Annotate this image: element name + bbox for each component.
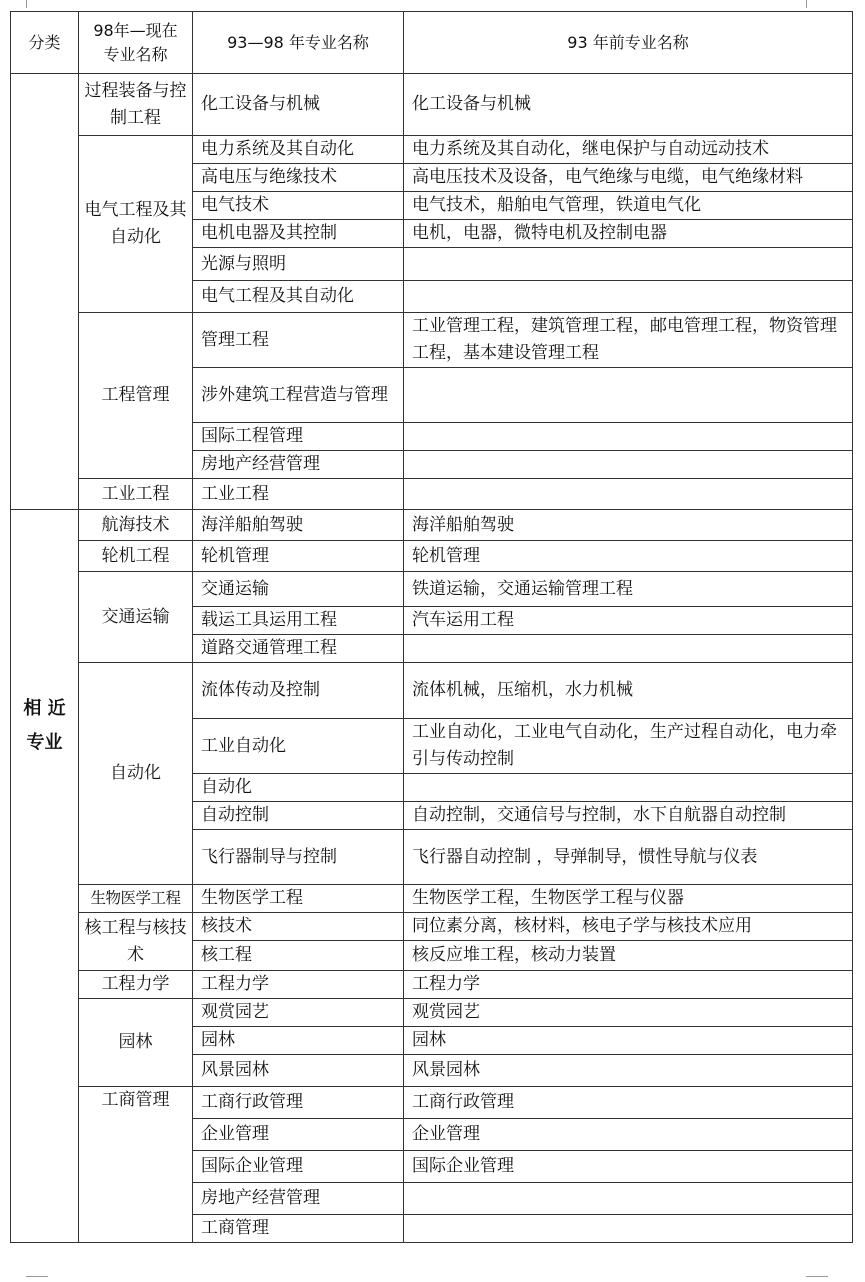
table-row [11,313,853,368]
major-93-98-cell: 房地产经营管理 [193,451,404,479]
major-93-98-cell: 电气工程及其自动化 [193,281,404,313]
major-pre-93-cell [404,635,853,663]
current-major-cell: 核工程与核技术 [79,913,193,971]
major-pre-93-cell: 工程力学 [404,971,853,999]
major-pre-93-cell: 企业管理 [404,1119,853,1151]
major-pre-93-cell [404,1183,853,1215]
crop-mark-bottom-right [806,1276,828,1277]
table-row [11,541,853,572]
major-pre-93-cell [404,368,853,423]
table-row [11,1087,853,1119]
major-93-98-cell: 交通运输 [193,572,404,607]
major-93-98-cell: 载运工具运用工程 [193,607,404,635]
major-pre-93-cell [404,451,853,479]
major-93-98-cell: 飞行器制导与控制 [193,830,404,885]
current-major-cell: 工业工程 [79,479,193,510]
crop-mark-top-left [26,0,27,8]
major-93-98-cell: 核技术 [193,913,404,941]
major-93-98-cell: 管理工程 [193,313,404,368]
major-93-98-cell: 生物医学工程 [193,885,404,913]
major-pre-93-cell: 电气技术，船舶电气管理，铁道电气化 [404,192,853,220]
header-93-98-name: 93—98 年专业名称 [193,12,404,74]
current-major-cell: 过程装备与控制工程 [79,74,193,136]
major-93-98-cell: 核工程 [193,941,404,971]
header-category: 分类 [11,12,79,74]
current-major-cell: 生物医学工程 [79,885,193,913]
major-pre-93-cell [404,774,853,802]
current-major-cell: 工程力学 [79,971,193,999]
table-row [11,885,853,913]
major-93-98-cell: 国际工程管理 [193,423,404,451]
major-pre-93-cell: 风景园林 [404,1055,853,1087]
major-93-98-cell: 道路交通管理工程 [193,635,404,663]
category-cell [11,74,79,510]
major-pre-93-cell: 流体机械，压缩机，水力机械 [404,663,853,719]
major-pre-93-cell: 铁道运输，交通运输管理工程 [404,572,853,607]
table-header-row [11,12,853,74]
major-93-98-cell: 国际企业管理 [193,1151,404,1183]
major-93-98-cell: 海洋船舶驾驶 [193,510,404,541]
major-93-98-cell: 自动化 [193,774,404,802]
major-name-table [10,11,853,1243]
major-pre-93-cell [404,248,853,281]
major-pre-93-cell [404,281,853,313]
major-93-98-cell: 电气技术 [193,192,404,220]
header-current-name: 98年—现在专业名称 [79,12,193,74]
table-row [11,663,853,719]
major-pre-93-cell: 同位素分离，核材料，核电子学与核技术应用 [404,913,853,941]
major-93-98-cell: 流体传动及控制 [193,663,404,719]
table-row [11,74,853,136]
major-pre-93-cell [404,479,853,510]
current-major-cell: 电气工程及其自动化 [79,136,193,313]
major-93-98-cell: 电机电器及其控制 [193,220,404,248]
current-major-cell: 自动化 [79,663,193,885]
table-row [11,913,853,941]
major-93-98-cell: 工商管理 [193,1215,404,1243]
table-row [11,971,853,999]
major-pre-93-cell [404,423,853,451]
major-pre-93-cell: 海洋船舶驾驶 [404,510,853,541]
major-93-98-cell: 电力系统及其自动化 [193,136,404,164]
crop-mark-top-right [806,0,807,8]
major-93-98-cell: 工业自动化 [193,719,404,774]
current-major-cell: 工程管理 [79,313,193,479]
major-93-98-cell: 工商行政管理 [193,1087,404,1119]
major-pre-93-cell: 观赏园艺 [404,999,853,1027]
major-pre-93-cell: 飞行器自动控制 ，导弹制导，惯性导航与仪表 [404,830,853,885]
current-major-cell: 园林 [79,999,193,1087]
major-pre-93-cell: 工商行政管理 [404,1087,853,1119]
table-row [11,136,853,164]
major-pre-93-cell: 电力系统及其自动化，继电保护与自动远动技术 [404,136,853,164]
table-body [11,74,853,1243]
major-pre-93-cell: 化工设备与机械 [404,74,853,136]
table-row [11,510,853,541]
category-cell: 相 近 专业 [11,510,79,1243]
major-93-98-cell: 自动控制 [193,802,404,830]
major-pre-93-cell: 电机，电器，微特电机及控制电器 [404,220,853,248]
major-93-98-cell: 工业工程 [193,479,404,510]
major-pre-93-cell: 国际企业管理 [404,1151,853,1183]
major-93-98-cell: 企业管理 [193,1119,404,1151]
major-pre-93-cell: 生物医学工程，生物医学工程与仪器 [404,885,853,913]
major-pre-93-cell: 工业管理工程，建筑管理工程，邮电管理工程，物资管理工程，基本建设管理工程 [404,313,853,368]
table-row [11,999,853,1027]
major-93-98-cell: 工程力学 [193,971,404,999]
major-pre-93-cell [404,1215,853,1243]
current-major-cell: 工商管理 [79,1087,193,1243]
major-pre-93-cell: 工业自动化，工业电气自动化，生产过程自动化，电力牵引与传动控制 [404,719,853,774]
major-pre-93-cell: 园林 [404,1027,853,1055]
major-93-98-cell: 房地产经营管理 [193,1183,404,1215]
major-93-98-cell: 涉外建筑工程营造与管理 [193,368,404,423]
major-pre-93-cell: 核反应堆工程，核动力装置 [404,941,853,971]
major-93-98-cell: 光源与照明 [193,248,404,281]
major-93-98-cell: 轮机管理 [193,541,404,572]
header-pre-93-name: 93 年前专业名称 [404,12,853,74]
current-major-cell: 轮机工程 [79,541,193,572]
major-93-98-cell: 观赏园艺 [193,999,404,1027]
major-pre-93-cell: 汽车运用工程 [404,607,853,635]
major-93-98-cell: 风景园林 [193,1055,404,1087]
major-pre-93-cell: 高电压技术及设备，电气绝缘与电缆，电气绝缘材料 [404,164,853,192]
major-pre-93-cell: 自动控制，交通信号与控制，水下自航器自动控制 [404,802,853,830]
crop-mark-bottom-left [26,1276,48,1277]
current-major-cell: 航海技术 [79,510,193,541]
major-pre-93-cell: 轮机管理 [404,541,853,572]
major-93-98-cell: 园林 [193,1027,404,1055]
table-row [11,479,853,510]
major-93-98-cell: 高电压与绝缘技术 [193,164,404,192]
table-row [11,572,853,607]
current-major-cell: 交通运输 [79,572,193,663]
major-93-98-cell: 化工设备与机械 [193,74,404,136]
